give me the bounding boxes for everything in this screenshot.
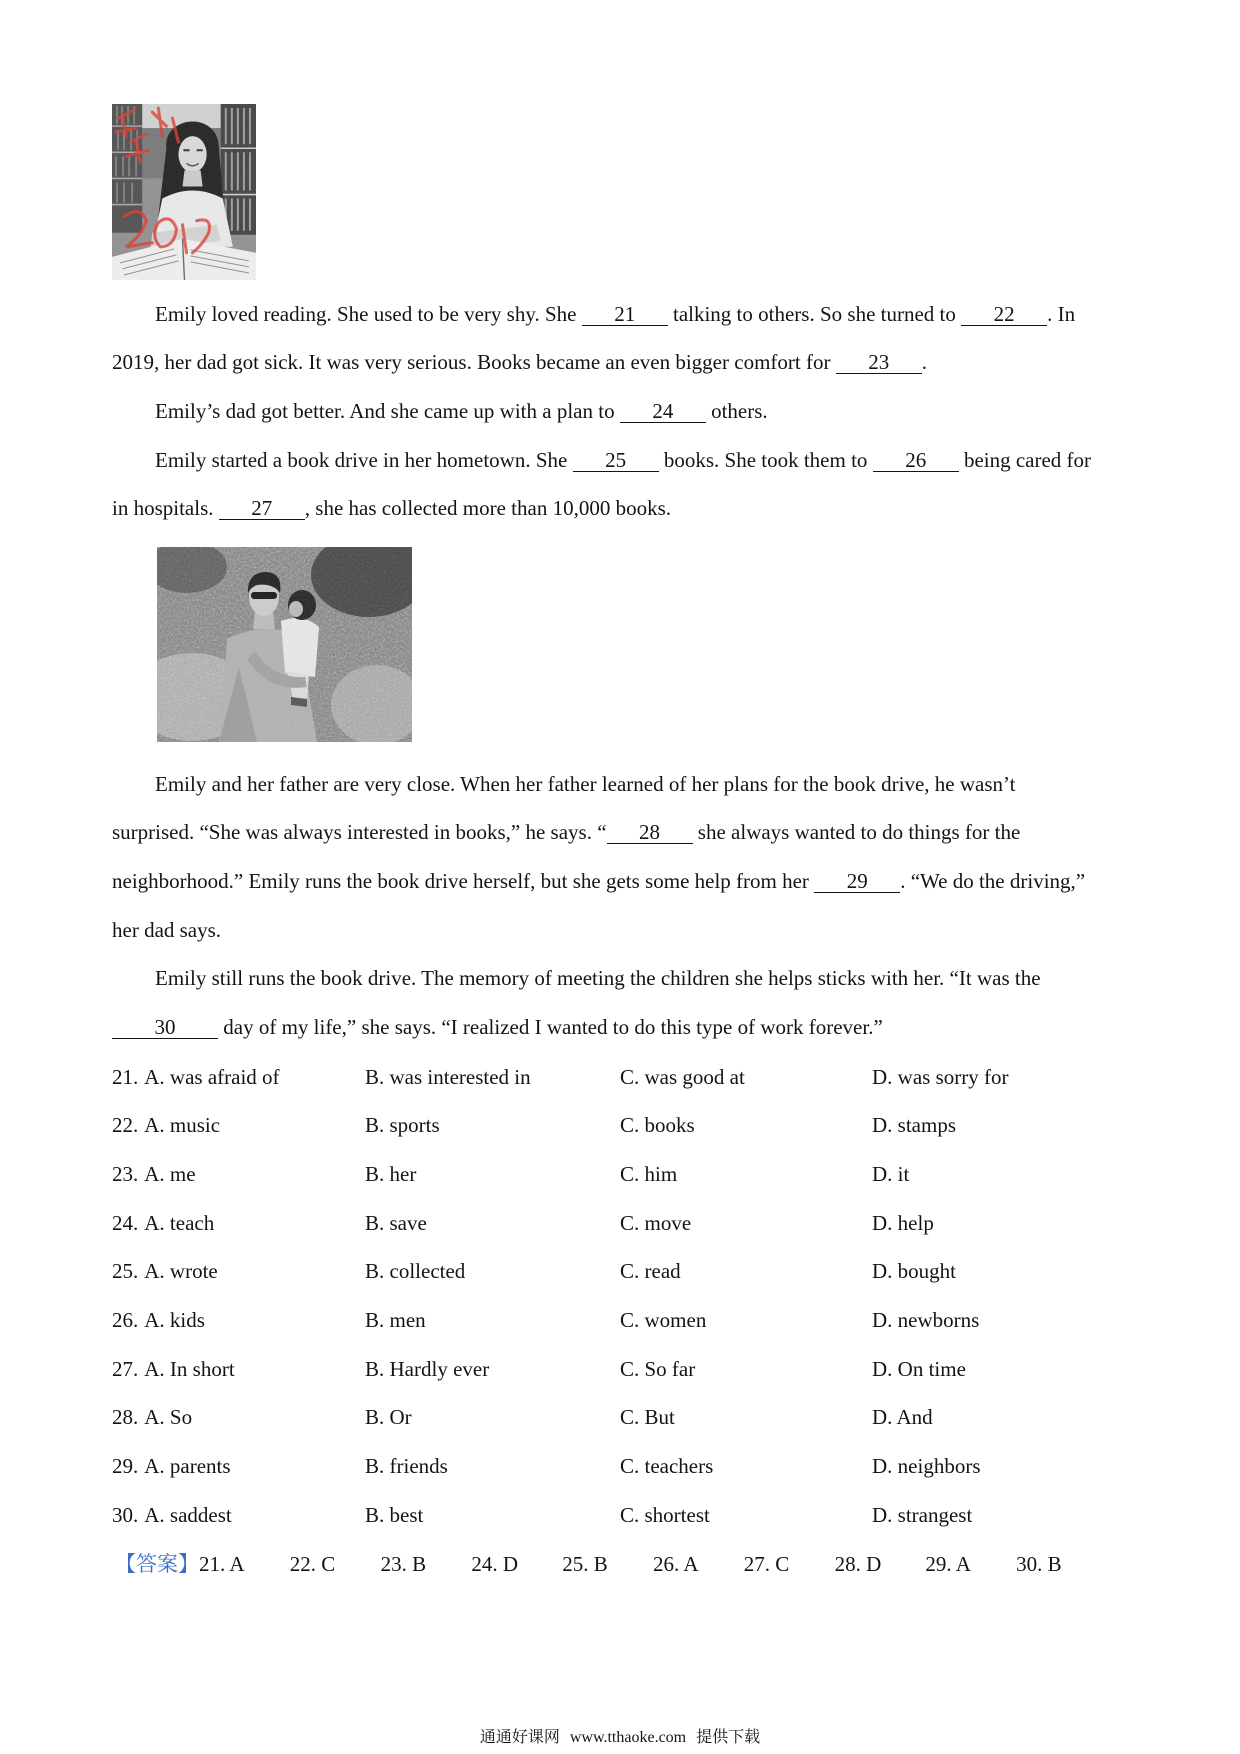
option-a (112, 1247, 365, 1296)
option-text: C. But (620, 1405, 675, 1430)
passage-line (112, 290, 1132, 339)
option-text: D. newborns (872, 1308, 980, 1333)
option-text: A. In short (144, 1356, 235, 1381)
option-a (112, 1491, 365, 1540)
passage-text: books. She took them to (658, 447, 873, 472)
passage-text: Emily loved reading. She used to be very shy. She (155, 301, 582, 326)
option-text: A. kids (144, 1308, 205, 1333)
option-c (620, 1053, 872, 1102)
option-text: C. move (620, 1210, 692, 1235)
option-b (365, 1053, 620, 1102)
question-number: 24. (112, 1210, 139, 1235)
question-number: 22. (112, 1113, 139, 1138)
photo-emily-with-father (157, 547, 412, 742)
option-d (872, 1345, 1122, 1394)
passage-line (112, 436, 1132, 485)
option-text: D. it (872, 1161, 910, 1186)
answer-item: 26. A (652, 1551, 699, 1576)
answer-item: 28. D (834, 1551, 882, 1576)
option-d (872, 1150, 1122, 1199)
answer-item: 23. B (380, 1551, 427, 1576)
option-text: C. was good at (620, 1064, 745, 1089)
passage-text: being cared for (958, 447, 1092, 472)
option-text: D. stamps (872, 1113, 956, 1138)
option-c (620, 1247, 872, 1296)
option-a (112, 1442, 365, 1491)
passage-paragraph (112, 436, 1132, 533)
question-number: 29. (112, 1454, 139, 1479)
option-c (620, 1442, 872, 1491)
passage-text: 2019, her dad got sick. It was very serious. Books became an even bigger comfort for (112, 350, 836, 375)
option-text: A. was afraid of (144, 1064, 280, 1089)
question-number: 23. (112, 1161, 139, 1186)
passage-line (112, 808, 1132, 857)
passage-line (112, 906, 1132, 955)
option-a (112, 1199, 365, 1248)
passage-text: surprised. “She was always interested in books,” he says. “ (112, 820, 607, 845)
question-row-24 (112, 1199, 1122, 1248)
question-number: 25. (112, 1259, 139, 1284)
option-a (112, 1101, 365, 1150)
option-text: A. me (144, 1161, 196, 1186)
passage-line (112, 338, 1132, 387)
passage-paragraph (112, 760, 1132, 955)
option-text: D. neighbors (872, 1454, 981, 1479)
option-d (872, 1053, 1122, 1102)
option-b (365, 1101, 620, 1150)
option-text: A. So (144, 1405, 193, 1430)
option-text: B. men (365, 1308, 426, 1333)
question-row-29 (112, 1442, 1122, 1491)
passage-paragraph (112, 387, 1132, 436)
option-text: C. books (620, 1113, 695, 1138)
option-text: D. On time (872, 1356, 966, 1381)
option-text: B. was interested in (365, 1064, 531, 1089)
passage-line (112, 387, 1132, 436)
option-d (872, 1199, 1122, 1248)
passage-text: she always wanted to do things for the (692, 820, 1021, 845)
option-b (365, 1296, 620, 1345)
option-b (365, 1345, 620, 1394)
question-row-30 (112, 1491, 1122, 1540)
option-b (365, 1393, 620, 1442)
passage-text: , she has collected more than 10,000 books. (304, 496, 672, 521)
blank-28: 28 (607, 821, 693, 844)
option-text: C. teachers (620, 1454, 714, 1479)
option-d (872, 1101, 1122, 1150)
passage-text: others. (705, 398, 768, 423)
answer-item: 27. C (743, 1551, 790, 1576)
question-row-28 (112, 1393, 1122, 1442)
option-text: B. best (365, 1502, 424, 1527)
option-text: C. shortest (620, 1502, 710, 1527)
passage-text: neighborhood.” Emily runs the book drive herself, but she gets some help from her (112, 869, 815, 894)
blank-25: 25 (573, 449, 659, 472)
passage-text: Emily and her father are very close. When her father learned of her plans for the book drive, he wasn’t (155, 771, 1016, 796)
option-c (620, 1393, 872, 1442)
blank-30: 30 (112, 1016, 218, 1039)
question-number: 28. (112, 1405, 139, 1430)
option-text: B. save (365, 1210, 427, 1235)
question-row-22 (112, 1101, 1122, 1150)
passage-text: . “We do the driving,” (900, 869, 1086, 894)
answer-items (199, 1552, 1107, 1576)
blank-26: 26 (873, 449, 959, 472)
question-row-21 (112, 1053, 1122, 1102)
blank-27: 27 (219, 497, 305, 520)
question-number: 26. (112, 1308, 139, 1333)
passage-text: talking to others. So she turned to (667, 301, 962, 326)
passage-text: Emily started a book drive in her hometown. She (155, 447, 573, 472)
option-text: A. parents (144, 1454, 231, 1479)
question-number: 21. (112, 1064, 139, 1089)
option-b (365, 1199, 620, 1248)
blank-29: 29 (814, 870, 900, 893)
option-text: D. strangest (872, 1502, 973, 1527)
option-d (872, 1442, 1122, 1491)
passage-line (112, 484, 1132, 533)
option-a (112, 1345, 365, 1394)
option-c (620, 1491, 872, 1540)
option-d (872, 1296, 1122, 1345)
option-a (112, 1296, 365, 1345)
option-b (365, 1247, 620, 1296)
passage-line (112, 1003, 1132, 1052)
passage-text: Emily still runs the book drive. The memory of meeting the children she helps sticks with her. “It was the (155, 966, 1041, 991)
question-number: 27. (112, 1356, 139, 1381)
question-row-26 (112, 1296, 1122, 1345)
option-c (620, 1199, 872, 1248)
grain-overlay (112, 104, 256, 280)
passage-text: . In (1047, 301, 1076, 326)
passage-part-1 (112, 290, 1132, 533)
question-row-25 (112, 1247, 1122, 1296)
option-c (620, 1345, 872, 1394)
answer-item: 22. C (289, 1551, 336, 1576)
blank-22: 22 (961, 303, 1047, 326)
passage-paragraph (112, 954, 1132, 1051)
passage-line (112, 760, 1132, 809)
option-b (365, 1150, 620, 1199)
answer-item: 24. D (471, 1551, 519, 1576)
passage-text: day of my life,” she says. “I realized I wanted to do this type of work forever.” (218, 1015, 883, 1040)
passage-text: . (921, 350, 927, 375)
option-text: A. teach (144, 1210, 215, 1235)
option-text: C. read (620, 1259, 681, 1284)
footer-suffix: 提供下载 (696, 1729, 761, 1746)
question-row-23 (112, 1150, 1122, 1199)
answer-key-row (115, 1540, 1107, 1589)
option-text: D. bought (872, 1259, 956, 1284)
option-d (872, 1247, 1122, 1296)
blank-21: 21 (582, 303, 668, 326)
option-text: D. And (872, 1405, 933, 1430)
question-row-27 (112, 1345, 1122, 1394)
option-d (872, 1393, 1122, 1442)
option-text: A. music (144, 1113, 221, 1138)
option-c (620, 1101, 872, 1150)
passage-text: her dad says. (112, 917, 222, 942)
passage-text: Emily’s dad got better. And she came up with a plan to (155, 398, 620, 423)
option-text: A. saddest (144, 1502, 232, 1527)
option-text: D. help (872, 1210, 934, 1235)
option-text: B. her (365, 1161, 417, 1186)
option-text: B. collected (365, 1259, 466, 1284)
answer-label: 【答案】 (115, 1551, 199, 1576)
footer-url: www.tthaoke.com (569, 1729, 687, 1746)
passage-part-2 (112, 760, 1132, 1052)
option-a (112, 1393, 365, 1442)
option-a (112, 1150, 365, 1199)
question-number: 30. (112, 1502, 139, 1527)
option-b (365, 1442, 620, 1491)
answer-item: 21. A (199, 1551, 245, 1576)
option-text: B. friends (365, 1454, 448, 1479)
passage-text: in hospitals. (112, 496, 219, 521)
answer-item: 29. A (925, 1551, 971, 1576)
page-footer (0, 1728, 1240, 1748)
option-d (872, 1491, 1122, 1540)
option-a (112, 1053, 365, 1102)
option-text: D. was sorry for (872, 1064, 1009, 1089)
passage-line (112, 954, 1132, 1003)
answer-item: 30. B (1016, 1551, 1062, 1576)
blank-24: 24 (620, 400, 706, 423)
passage-line (112, 857, 1132, 906)
option-c (620, 1296, 872, 1345)
option-text: C. him (620, 1161, 678, 1186)
question-options (112, 1053, 1122, 1540)
blank-23: 23 (836, 351, 922, 374)
option-text: B. sports (365, 1113, 440, 1138)
option-text: A. wrote (144, 1259, 218, 1284)
option-text: C. So far (620, 1356, 696, 1381)
option-c (620, 1150, 872, 1199)
option-b (365, 1491, 620, 1540)
photo-emily-reading (112, 104, 256, 280)
option-text: B. Or (365, 1405, 412, 1430)
option-text: B. Hardly ever (365, 1356, 490, 1381)
footer-site-name: 通通好课网 (479, 1729, 560, 1746)
passage-paragraph (112, 290, 1132, 387)
option-text: C. women (620, 1308, 707, 1333)
grain-overlay (157, 547, 412, 742)
answer-item: 25. B (562, 1551, 608, 1576)
